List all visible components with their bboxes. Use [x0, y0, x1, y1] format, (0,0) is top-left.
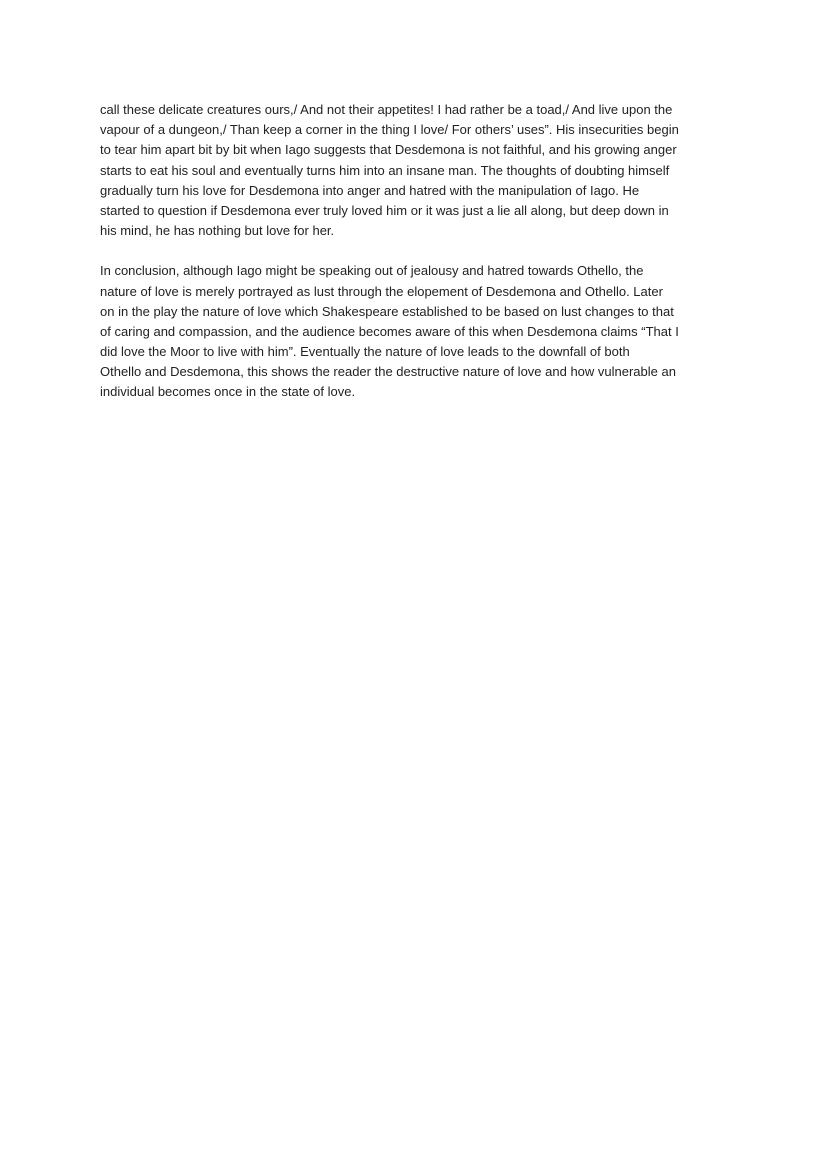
- text-line: gradually turn his love for Desdemona into anger and hatred with the manipulation of Iago. He: [100, 182, 640, 198]
- text-line: In conclusion, although Iago might be speaking out of jealousy and hatred towards Othello, the: [100, 263, 644, 279]
- paragraph-1: [100, 100, 730, 241]
- essay-body: [100, 100, 730, 403]
- paragraph-2: [100, 261, 730, 402]
- text-line: individual becomes once in the state of love.: [100, 384, 356, 400]
- text-line: did love the Moor to live with him”. Eventually the nature of love leads to the downfall of both: [100, 344, 630, 360]
- text-line: vapour of a dungeon,/ Than keep a corner in the thing I love/ For others’ uses”. His insecurities begin: [100, 122, 679, 138]
- text-line: started to question if Desdemona ever truly loved him or it was just a lie all along, but deep down in: [100, 202, 669, 218]
- text-line: starts to eat his soul and eventually turns him into an insane man. The thoughts of doubting himself: [100, 162, 670, 178]
- text-line: to tear him apart bit by bit when Iago suggests that Desdemona is not faithful, and his growing anger: [100, 142, 677, 158]
- text-line: on in the play the nature of love which Shakespeare established to be based on lust changes to that: [100, 303, 674, 319]
- text-line: call these delicate creatures ours,/ And not their appetites! I had rather be a toad,/ And live upon the: [100, 102, 673, 117]
- text-line: his mind, he has nothing but love for her.: [100, 223, 335, 239]
- text-line: nature of love is merely portrayed as lust through the elopement of Desdemona and Othello. Later: [100, 283, 663, 299]
- text-line: Othello and Desdemona, this shows the reader the destructive nature of love and how vulnerable an: [100, 364, 676, 380]
- text-line: of caring and compassion, and the audience becomes aware of this when Desdemona claims “That I: [100, 323, 679, 339]
